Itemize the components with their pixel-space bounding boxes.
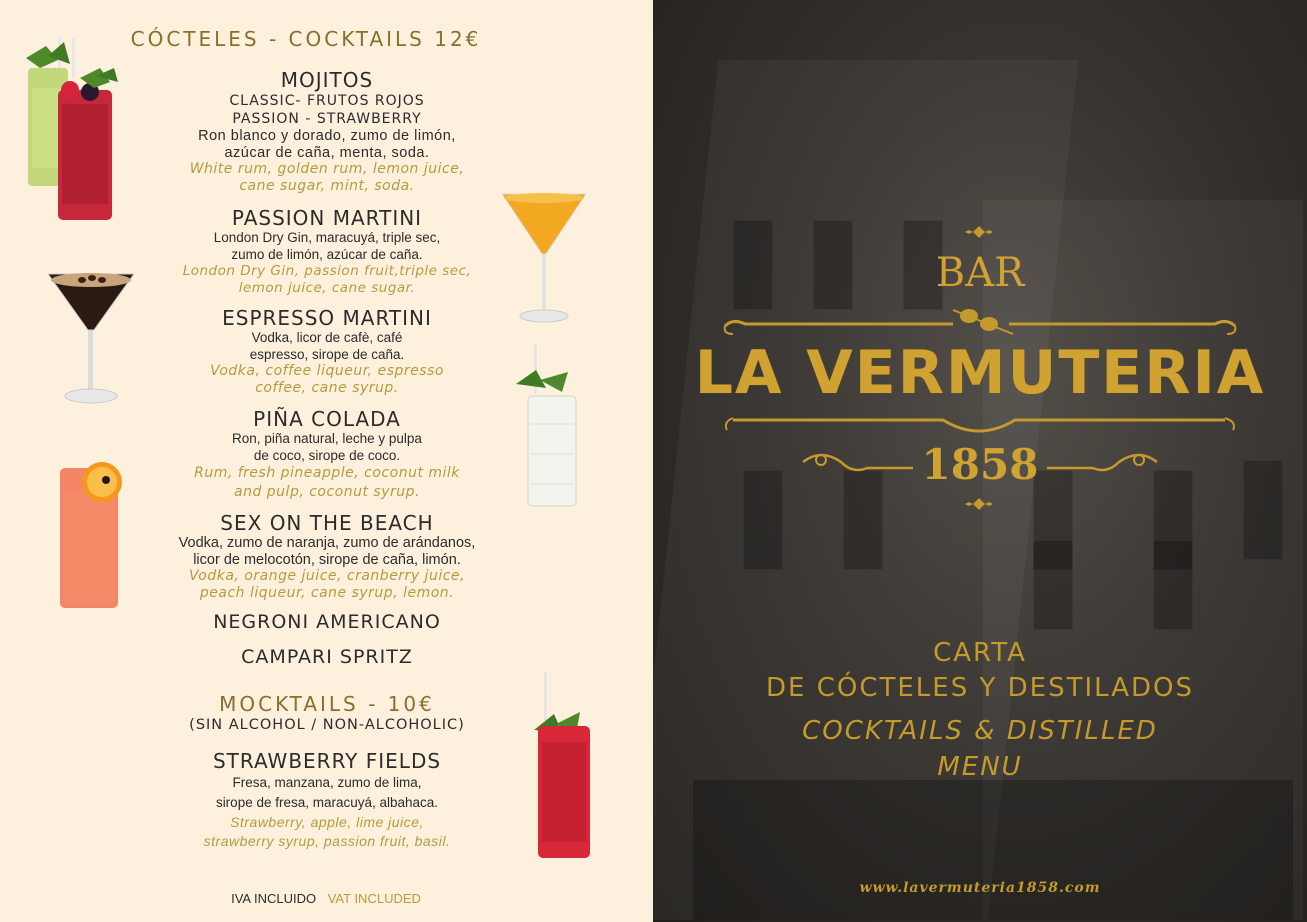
- strawberry-fields-desc-en-1: Strawberry, apple, lime juice,: [230, 814, 424, 830]
- vat-footer-en: VAT INCLUDED: [327, 891, 421, 906]
- passion-martini-item: [152, 207, 502, 296]
- sex-on-the-beach-desc-es-2: licor de melocotón, sirope de caña, limón.: [193, 551, 461, 568]
- logo-year-text: 1858: [921, 440, 1039, 489]
- espresso-martini-desc-en-1: Vodka, coffee liqueur, espresso: [210, 363, 444, 379]
- pina-colada-name: PIÑA COLADA: [253, 407, 401, 431]
- espresso-martini-name: ESPRESSO MARTINI: [222, 306, 432, 330]
- mojitos-name: MOJITOS: [280, 68, 374, 92]
- carta-line-1: CARTA: [933, 638, 1027, 668]
- strawberry-fields-name: STRAWBERRY FIELDS: [212, 749, 442, 773]
- mocktails-subtitle: (SIN ALCOHOL / NON-ALCOHOLIC): [189, 717, 465, 733]
- mojitos-desc-en-2: cane sugar, mint, soda.: [239, 177, 415, 194]
- mojito-glasses-illustration: [18, 28, 128, 228]
- logo-bar-text: BAR: [935, 250, 1025, 296]
- mocktails-section-title: MOCKTAILS - 10€: [219, 692, 435, 716]
- vat-footer: [0, 891, 652, 906]
- passion-martini-desc-en-1: London Dry Gin, passion fruit,triple sec,: [182, 263, 472, 279]
- negroni-americano-item: NEGRONI AMERICANO: [213, 611, 441, 633]
- espresso-martini-desc-en-2: coffee, cane syrup.: [255, 379, 399, 396]
- pina-colada-desc-en-2: and pulp, coconut syrup.: [234, 484, 420, 500]
- strawberry-fields-glass-illustration: [532, 672, 598, 862]
- menu-cover-right: [653, 0, 1307, 922]
- espresso-martini-glass-illustration: [44, 268, 138, 408]
- pina-colada-desc-es-1: Ron, piña natural, leche y pulpa: [232, 431, 422, 446]
- espresso-martini-desc-es-2: espresso, sirope de caña.: [249, 346, 405, 362]
- espresso-martini-desc-es-1: Vodka, licor de cafè, café: [251, 330, 403, 345]
- sex-on-the-beach-glass-illustration: [56, 452, 124, 612]
- mojitos-desc-es-2: azúcar de caña, menta, soda.: [224, 144, 430, 161]
- sex-on-the-beach-desc-es-1: Vodka, zumo de naranja, zumo de arándanos,: [178, 535, 476, 551]
- espresso-martini-item: [152, 307, 502, 396]
- cocktails-section-title: CÓCTELES - COCKTAILS 12€: [130, 27, 482, 51]
- passion-martini-desc-es-1: London Dry Gin, maracuyá, triple sec,: [213, 230, 441, 245]
- strawberry-fields-desc-en-2: strawberry syrup, passion fruit, basil.: [203, 833, 451, 849]
- sex-on-the-beach-item: [142, 512, 512, 601]
- menu-page-left: [0, 0, 653, 922]
- passion-martini-desc-es-2: zumo de limón, azúcar de caña.: [231, 246, 423, 262]
- website-link[interactable]: www.lavermuteria1858.com: [859, 880, 1101, 896]
- mojitos-variant-2: PASSION - STRAWBERRY: [232, 111, 422, 127]
- logo-name-text: LA VERMUTERIA: [694, 338, 1266, 408]
- carta-line-2: DE CÓCTELES Y DESTILADOS: [766, 673, 1194, 703]
- carta-line-3: COCKTAILS & DISTILLED: [802, 716, 1158, 746]
- mojitos-desc-es-1: Ron blanco y dorado, zumo de limón,: [198, 128, 456, 144]
- pina-colada-desc-es-2: de coco, sirope de coco.: [253, 447, 401, 463]
- passion-martini-name: PASSION MARTINI: [231, 206, 423, 230]
- mojitos-variant-1: CLASSIC- FRUTOS ROJOS: [229, 93, 425, 109]
- pina-colada-item: [152, 408, 502, 502]
- pina-colada-desc-en-1: Rum, fresh pineapple, coconut milk: [194, 465, 460, 481]
- carta-line-4: MENU: [937, 752, 1023, 782]
- sex-on-the-beach-name: SEX ON THE BEACH: [220, 511, 434, 535]
- mojitos-desc-en-1: White rum, golden rum, lemon juice,: [189, 161, 465, 177]
- vat-footer-es: IVA INCLUIDO: [231, 891, 317, 906]
- passion-martini-glass-illustration: [496, 188, 592, 330]
- pina-colada-glass-illustration: [512, 344, 586, 510]
- campari-spritz-item: CAMPARI SPRITZ: [241, 646, 413, 668]
- sex-on-the-beach-desc-en-1: Vodka, orange juice, cranberry juice,: [189, 568, 465, 584]
- sex-on-the-beach-desc-en-2: peach liqueur, cane syrup, lemon.: [199, 584, 455, 601]
- mojitos-item: [152, 69, 502, 194]
- strawberry-fields-item: [152, 750, 502, 851]
- strawberry-fields-desc-es-1: Fresa, manzana, zumo de lima,: [232, 775, 422, 790]
- strawberry-fields-desc-es-2: sirope de fresa, maracuyá, albahaca.: [215, 795, 439, 810]
- passion-martini-desc-en-2: lemon juice, cane sugar.: [238, 279, 416, 296]
